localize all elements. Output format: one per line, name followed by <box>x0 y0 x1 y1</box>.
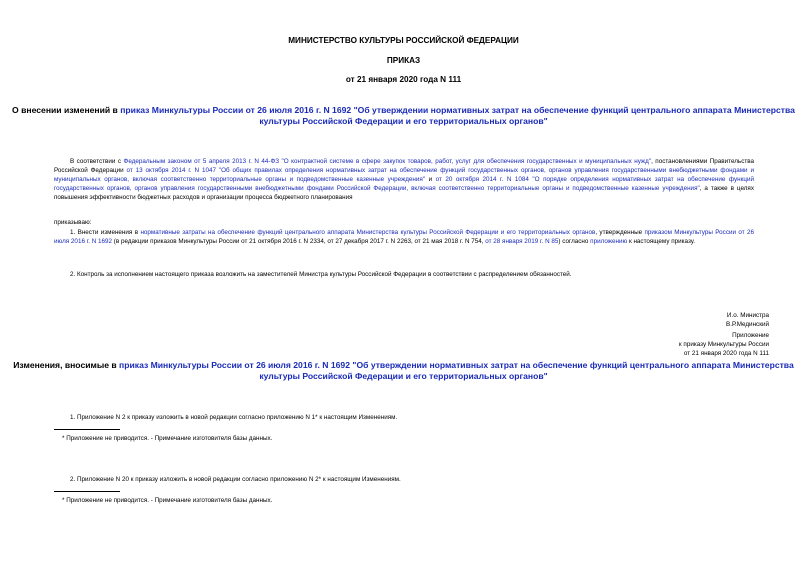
normative-costs-link[interactable]: нормативные затраты на обеспечение функций центрального аппарата Министерства культуры Российской Федерации и его территориальных органов <box>140 229 596 236</box>
changes-title <box>0 360 807 382</box>
basis-text-3: и <box>425 176 436 183</box>
legal-basis-paragraph <box>54 157 754 202</box>
order-verb: приказываю: <box>54 219 92 226</box>
federal-law-link[interactable]: Федеральным законом от 5 апреля 2013 г. N 44-ФЗ "О контрактной системе в сфере закупок товаров, работ, услуг для обеспечения государственных и муниципальных нужд" <box>123 158 652 165</box>
appendix-caption <box>679 331 769 358</box>
signatory-role: И.о. Министра <box>726 312 769 319</box>
item1-text-1: 1. Внести изменения в <box>70 229 141 236</box>
order-title <box>0 105 807 127</box>
signature-block <box>726 311 769 329</box>
ministry-heading: МИНИСТЕРСТВО КУЛЬТУРЫ РОССИЙСКОЙ ФЕДЕРАЦИИ <box>288 36 519 45</box>
change-item-2: 2. Приложение N 20 к приказу изложить в новой редакции согласно приложению N 2* к настоящим Изменениям. <box>70 476 401 483</box>
order-title-link[interactable]: приказ Минкультуры России от 26 июля 2016 г. N 1692 "Об утверждении нормативных затрат на обеспечение функций центрального аппарата Министерства культуры Российской Федерации и его территориальных органов" <box>120 105 795 126</box>
basis-text-4: , а также в целях повышения эффективности бюджетных расходов и организации процесса бюджетного планирования <box>54 185 754 201</box>
order-85-link[interactable]: от 28 января 2019 г. N 85 <box>485 238 559 245</box>
appendix-line-3: от 21 января 2020 года N 111 <box>683 350 769 357</box>
footnote-1: * Приложение не приводится. - Примечание изготовителя базы данных. <box>62 435 273 442</box>
footnote-divider <box>54 491 120 492</box>
change-item-1: 1. Приложение N 2 к приказу изложить в новой редакции согласно приложению N 1* к настоящим Изменениям. <box>70 414 398 421</box>
item1-text-5: к настоящему приказу. <box>627 238 696 245</box>
order-1692-link[interactable]: приказом Минкультуры России от 26 июля 2016 г. N 1692 <box>54 229 754 245</box>
changes-title-prefix: Изменения, вносимые в <box>13 360 120 370</box>
appendix-line-1: Приложение <box>732 332 769 339</box>
appendix-link[interactable]: приложению <box>590 238 628 245</box>
resolution-1047-link[interactable]: от 13 октября 2014 г. N 1047 "Об общих правилах определения нормативных затрат на обеспечение функций государственных органов, органов управления государственными внебюджетными фондами и муниципальных органов, включая соответственно территориальные органы и подведомственные казенные учреждения" <box>54 167 754 183</box>
order-title-prefix: О внесении изменений в <box>12 105 121 115</box>
order-item-1 <box>54 228 754 246</box>
footnote-2: * Приложение не приводится. - Примечание изготовителя базы данных. <box>62 497 273 504</box>
basis-text-1: В соответствии с <box>70 158 124 165</box>
item1-text-4: ) согласно <box>558 238 591 245</box>
document-date-number: от 21 января 2020 года N 111 <box>345 75 462 84</box>
document-type-heading: ПРИКАЗ <box>386 56 421 65</box>
signatory-name: В.Р.Мединский <box>726 321 769 328</box>
item1-text-2: , утвержденные <box>595 229 645 236</box>
resolution-1084-link[interactable]: от 20 октября 2014 г. N 1084 "О порядке определения нормативных затрат на обеспечение функций государственных органов, органов управления государственными внебюджетными фондами Российской Федерации, включая соответственно территориальные органы и подведомственные казенные учреждения" <box>54 176 755 192</box>
item1-text-3: (в редакции приказов Минкультуры России от 21 октября 2016 г. N 2334, от 27 декабря 2017 г. N 2263, от 21 мая 2018 г. N 754, <box>112 238 486 245</box>
basis-text-2: , постановлениями Правительства Российской Федерации <box>54 158 755 174</box>
order-item-2: 2. Контроль за исполнением настоящего приказа возложить на заместителей Министра культуры Российской Федерации в соответствии с распределением обязанностей. <box>70 271 572 278</box>
changes-title-link[interactable]: приказ Минкультуры России от 26 июля 2016 г. N 1692 "Об утверждении нормативных затрат на обеспечение функций центрального аппарата Министерства культуры Российской Федерации и его территориальных органов" <box>119 360 794 381</box>
footnote-divider <box>54 429 120 430</box>
appendix-line-2: к приказу Минкультуры России <box>678 341 769 348</box>
